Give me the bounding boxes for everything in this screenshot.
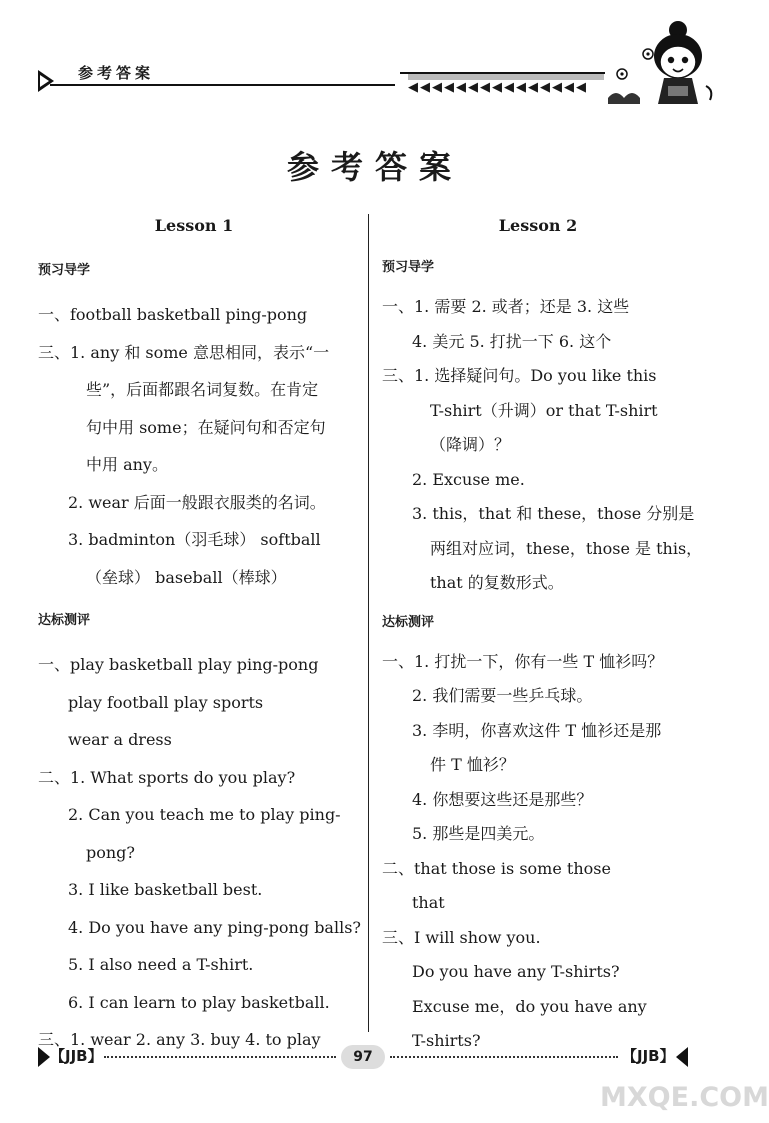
page-header — [0, 0, 750, 110]
answer-line: 2. Excuse me. — [412, 469, 525, 489]
column-divider — [368, 214, 369, 1032]
answer-line: 4. Do you have any ping-pong balls? — [68, 917, 361, 937]
section-heading: 达标测评 — [382, 614, 435, 630]
section-heading: 预习导学 — [38, 263, 91, 278]
answer-line: 件 T 恤衫？ — [430, 755, 515, 774]
footer-dots-right — [390, 1056, 618, 1058]
section-heading: 达标测评 — [38, 613, 91, 628]
section-heading: 预习导学 — [382, 260, 435, 275]
lesson-2-lines — [382, 246, 703, 1059]
answer-line: 3. I like basketball best. — [68, 880, 263, 899]
answer-line: 4. 你想要这些还是那些？ — [412, 789, 593, 809]
answer-line: 三、1. wear 2. any 3. buy 4. to play — [38, 1030, 321, 1049]
lesson-heading: Lesson 1 — [154, 216, 234, 235]
answer-line: 2. 我们需要一些乒乓球。 — [412, 686, 593, 705]
footer-code-left: 【JJB】 — [50, 1047, 103, 1065]
answer-line: 两组对应词，these，those 是 this， — [430, 538, 703, 558]
answer-line: 4. 美元 5. 打扰一下 6. 这个 — [412, 331, 612, 351]
answer-line: 2. wear 后面一般跟衣服类的名词。 — [68, 492, 326, 512]
answer-line: 些”，后面都跟名词复数。在肯定 — [86, 380, 319, 399]
answer-line: Excuse me，do you have any — [412, 996, 647, 1016]
footer-arrow-right-icon — [676, 1047, 688, 1067]
answer-line: 三、I will show you. — [382, 927, 541, 947]
answers-lesson-2 — [382, 206, 703, 1059]
lesson-heading: Lesson 2 — [498, 216, 578, 235]
answer-line: 3. this，that 和 these，those 分别是 — [412, 504, 695, 523]
answer-line: T-shirts? — [412, 1031, 481, 1050]
header-title: 参考答案 — [78, 64, 155, 82]
page-footer — [0, 1040, 750, 1080]
header-arrow-inner — [40, 75, 49, 87]
header-arrow-strip: ◀◀◀◀◀◀◀◀◀◀◀◀◀◀◀ — [408, 80, 588, 95]
answer-line: 一、football basketball ping-pong — [38, 305, 308, 324]
page-number: 97 — [341, 1045, 385, 1069]
answer-line: 3. 李明，你喜欢这件 T 恤衫还是那 — [412, 720, 662, 740]
lesson-1-lines — [38, 246, 361, 1059]
answer-line: 一、play basketball play ping-pong — [38, 655, 319, 674]
answer-line: 中用 any。 — [86, 455, 168, 474]
answer-line: Do you have any T-shirts? — [412, 962, 620, 981]
answer-line: T-shirt（升调）or that T-shirt — [430, 400, 658, 420]
answers-lesson-1 — [38, 206, 361, 1059]
answer-line: 一、1. 需要 2. 或者；还是 3. 这些 — [382, 297, 630, 316]
header-rule-left — [50, 84, 395, 86]
answer-line: 一、1. 打扰一下，你有一些 T 恤衫吗？ — [382, 651, 664, 671]
answer-line: pong? — [86, 842, 135, 862]
answer-line: 2. Can you teach me to play ping- — [68, 805, 341, 824]
answer-line: that 的复数形式。 — [430, 573, 564, 592]
page-title: 参考答案 — [286, 148, 463, 186]
footer-dots-left — [104, 1056, 336, 1058]
answer-line: 三、1. any 和 some 意思相同，表示“一 — [38, 342, 330, 362]
answer-line: （垒球） baseball（棒球） — [86, 567, 287, 587]
answer-line: 6. I can learn to play basketball. — [68, 992, 330, 1012]
answer-line: 3. badminton（羽毛球） softball — [68, 530, 321, 549]
watermark: MXQE.COM — [600, 1082, 769, 1113]
answer-line: wear a dress — [68, 730, 172, 749]
answer-line: 二、1. What sports do you play? — [38, 767, 296, 787]
answer-line: 三、1. 选择疑问句。Do you like this — [382, 366, 657, 385]
answer-line: play football play sports — [68, 692, 264, 712]
footer-arrow-left-icon — [38, 1047, 50, 1067]
mascot-girl-icon — [606, 16, 718, 108]
answer-line: （降调）？ — [430, 435, 511, 454]
answer-line: 5. I also need a T-shirt. — [68, 955, 254, 974]
answer-line: that — [412, 893, 445, 912]
answer-line: 句中用 some；在疑问句和否定句 — [86, 417, 326, 437]
answer-line: 二、that those is some those — [382, 858, 611, 878]
answer-line: 5. 那些是四美元。 — [412, 824, 545, 843]
footer-code-right: 【JJB】 — [622, 1047, 675, 1065]
